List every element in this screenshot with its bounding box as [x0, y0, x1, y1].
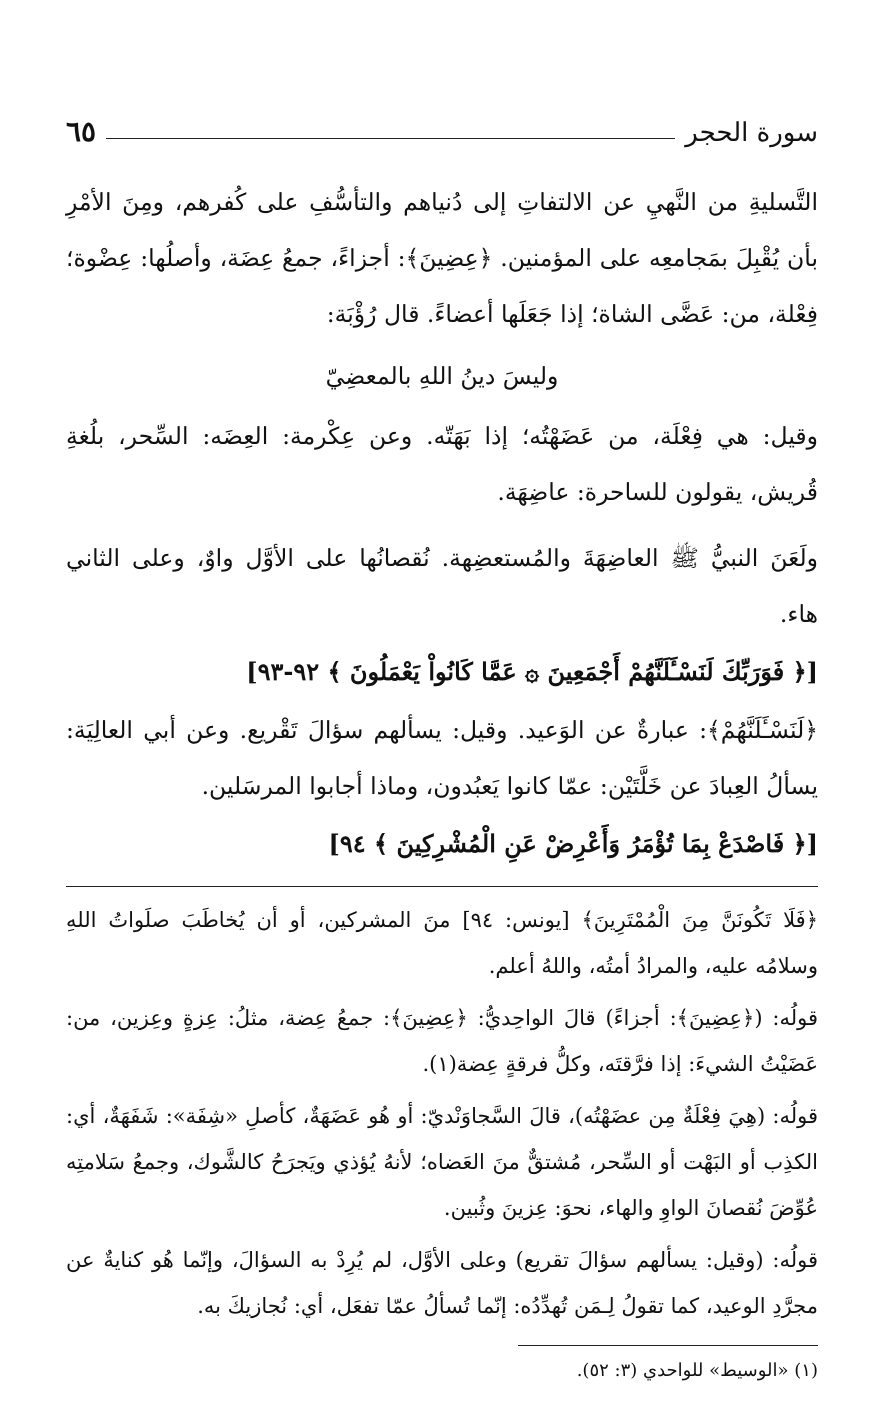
footnote: (١) «الوسيط» للواحدي (٣: ٥٢).: [576, 1360, 818, 1381]
quran-verse-94: [﴿ فَاصْدَعْ بِمَا تُؤْمَرُ وَأَعْرِضْ عَنِ الْمُشْرِكِينَ ﴾ ٩٤]: [328, 829, 818, 858]
commentary-paragraph-3: قولُه: (هِيَ فِعْلَةٌ مِن عضَهْتُه)، قالَ السَّجاوَنْديّ: أو هُو عَضَهَةٌ، كأصلِ «شِفَة»: شَفَهَةٌ، أي: الكذِب أو البَهْت أو السِّحر، مُشتقٌّ منَ العَضاه؛ لأنهُ يُؤذي ويَجرَحُ كالشَّوك، وجمعُ سَلامتِه عُوِّضَ نُقصانَ الواوِ والهاء، نحوَ: عِزينَ وثُبين.: [66, 1104, 818, 1220]
quran-verse-92-93: [﴿ فَوَرَبِّكَ لَنَسْـَٔلَنَّهُمْ أَجْمَعِينَ ۞ عَمَّا كَانُواْ يَعْمَلُونَ ﴾ ٩٢-٩٣]: [246, 657, 818, 686]
main-paragraph-1: التَّسليةِ من النَّهيِ عن الالتفاتِ إلى دُنياهم والتأسُّفِ على كُفرهم، ومِنَ الأمْرِ بأن يُقْبِلَ بمَجامعِه على المؤمنين. ﴿عِضِينَ﴾: أجزاءً، جمعُ عِضَة، وأصلُها: عِضْوة؛ فِعْلة، من: عَضَّى الشاة؛ إذا جَعَلَها أعضاءً. قال رُؤْبَة:: [66, 188, 818, 328]
commentary-paragraph-4: قولُه: (وقيل: يسألهم سؤالَ تقريع) وعلى الأوَّل، لم يُرِدْ به السؤالَ، وإنّما هُو كنايةٌ عن مجرَّدِ الوعيد، كما تقولُ لِـمَن تُهدِّدُه: إنّما تُسألُ عمّا تفعَل، أي: نُجازيكَ به.: [66, 1248, 818, 1318]
commentary: [66, 897, 818, 1329]
page-number: ٦٥: [66, 115, 97, 148]
main-paragraph-2: وقيل: هي فِعْلَة، من عَضَهْتُه؛ إذا بَهَتّه. وعن عِكْرمة: العِضَه: السِّحر، بلُغةِ قُريش، يقولون للساحرة: عاضِهَة.: [66, 422, 818, 506]
main-text: [66, 174, 818, 872]
poem-line: وليسَ دينُ اللهِ بالمعضِيّ: [325, 362, 559, 390]
footnote-rule: [518, 1345, 818, 1346]
book-page: [66, 104, 818, 1394]
page-header: [66, 104, 818, 148]
commentary-paragraph-2: قولُه: (﴿عِضِينَ﴾: أجزاءً) قالَ الواحِديُّ: ﴿عِضِينَ﴾: جمعُ عِضة، مثلُ: عِزةٍ وعِزين، من: عَضَيْتُ الشيءَ: إذا فرَّقتَه، وكلُّ فرقةٍ عِضة(١).: [66, 1006, 818, 1076]
surah-title: سورة الحجر: [685, 118, 818, 148]
main-paragraph-4: ﴿لَنَسْـَٔلَنَّهُمْ﴾: عبارةٌ عن الوَعيد. وقيل: يسألهم سؤالَ تَقْريع. وعن أبي العالِيَة: يسألُ العِبادَ عن خَلَّتَيْن: عمّا كانوا يَعبُدون، وماذا أجابوا المرسَلين.: [66, 716, 818, 800]
header-rule: [106, 138, 675, 139]
main-paragraph-3: ولَعَنَ النبيُّ ﷺ العاضِهَةَ والمُستعضِهة. نُقصانُها على الأوَّل واوٌ، وعلى الثاني هاء.: [66, 544, 818, 628]
commentary-paragraph-1: ﴿فَلَا تَكُونَنَّ مِنَ الْمُمْتَرِينَ﴾ [يونس: ٩٤] منَ المشركين، أو أن يُخاطَبَ صلَواتُ اللهِ وسلامُه عليه، والمرادُ أمتُه، واللهُ أعلم.: [66, 908, 818, 978]
section-divider: [66, 886, 818, 887]
